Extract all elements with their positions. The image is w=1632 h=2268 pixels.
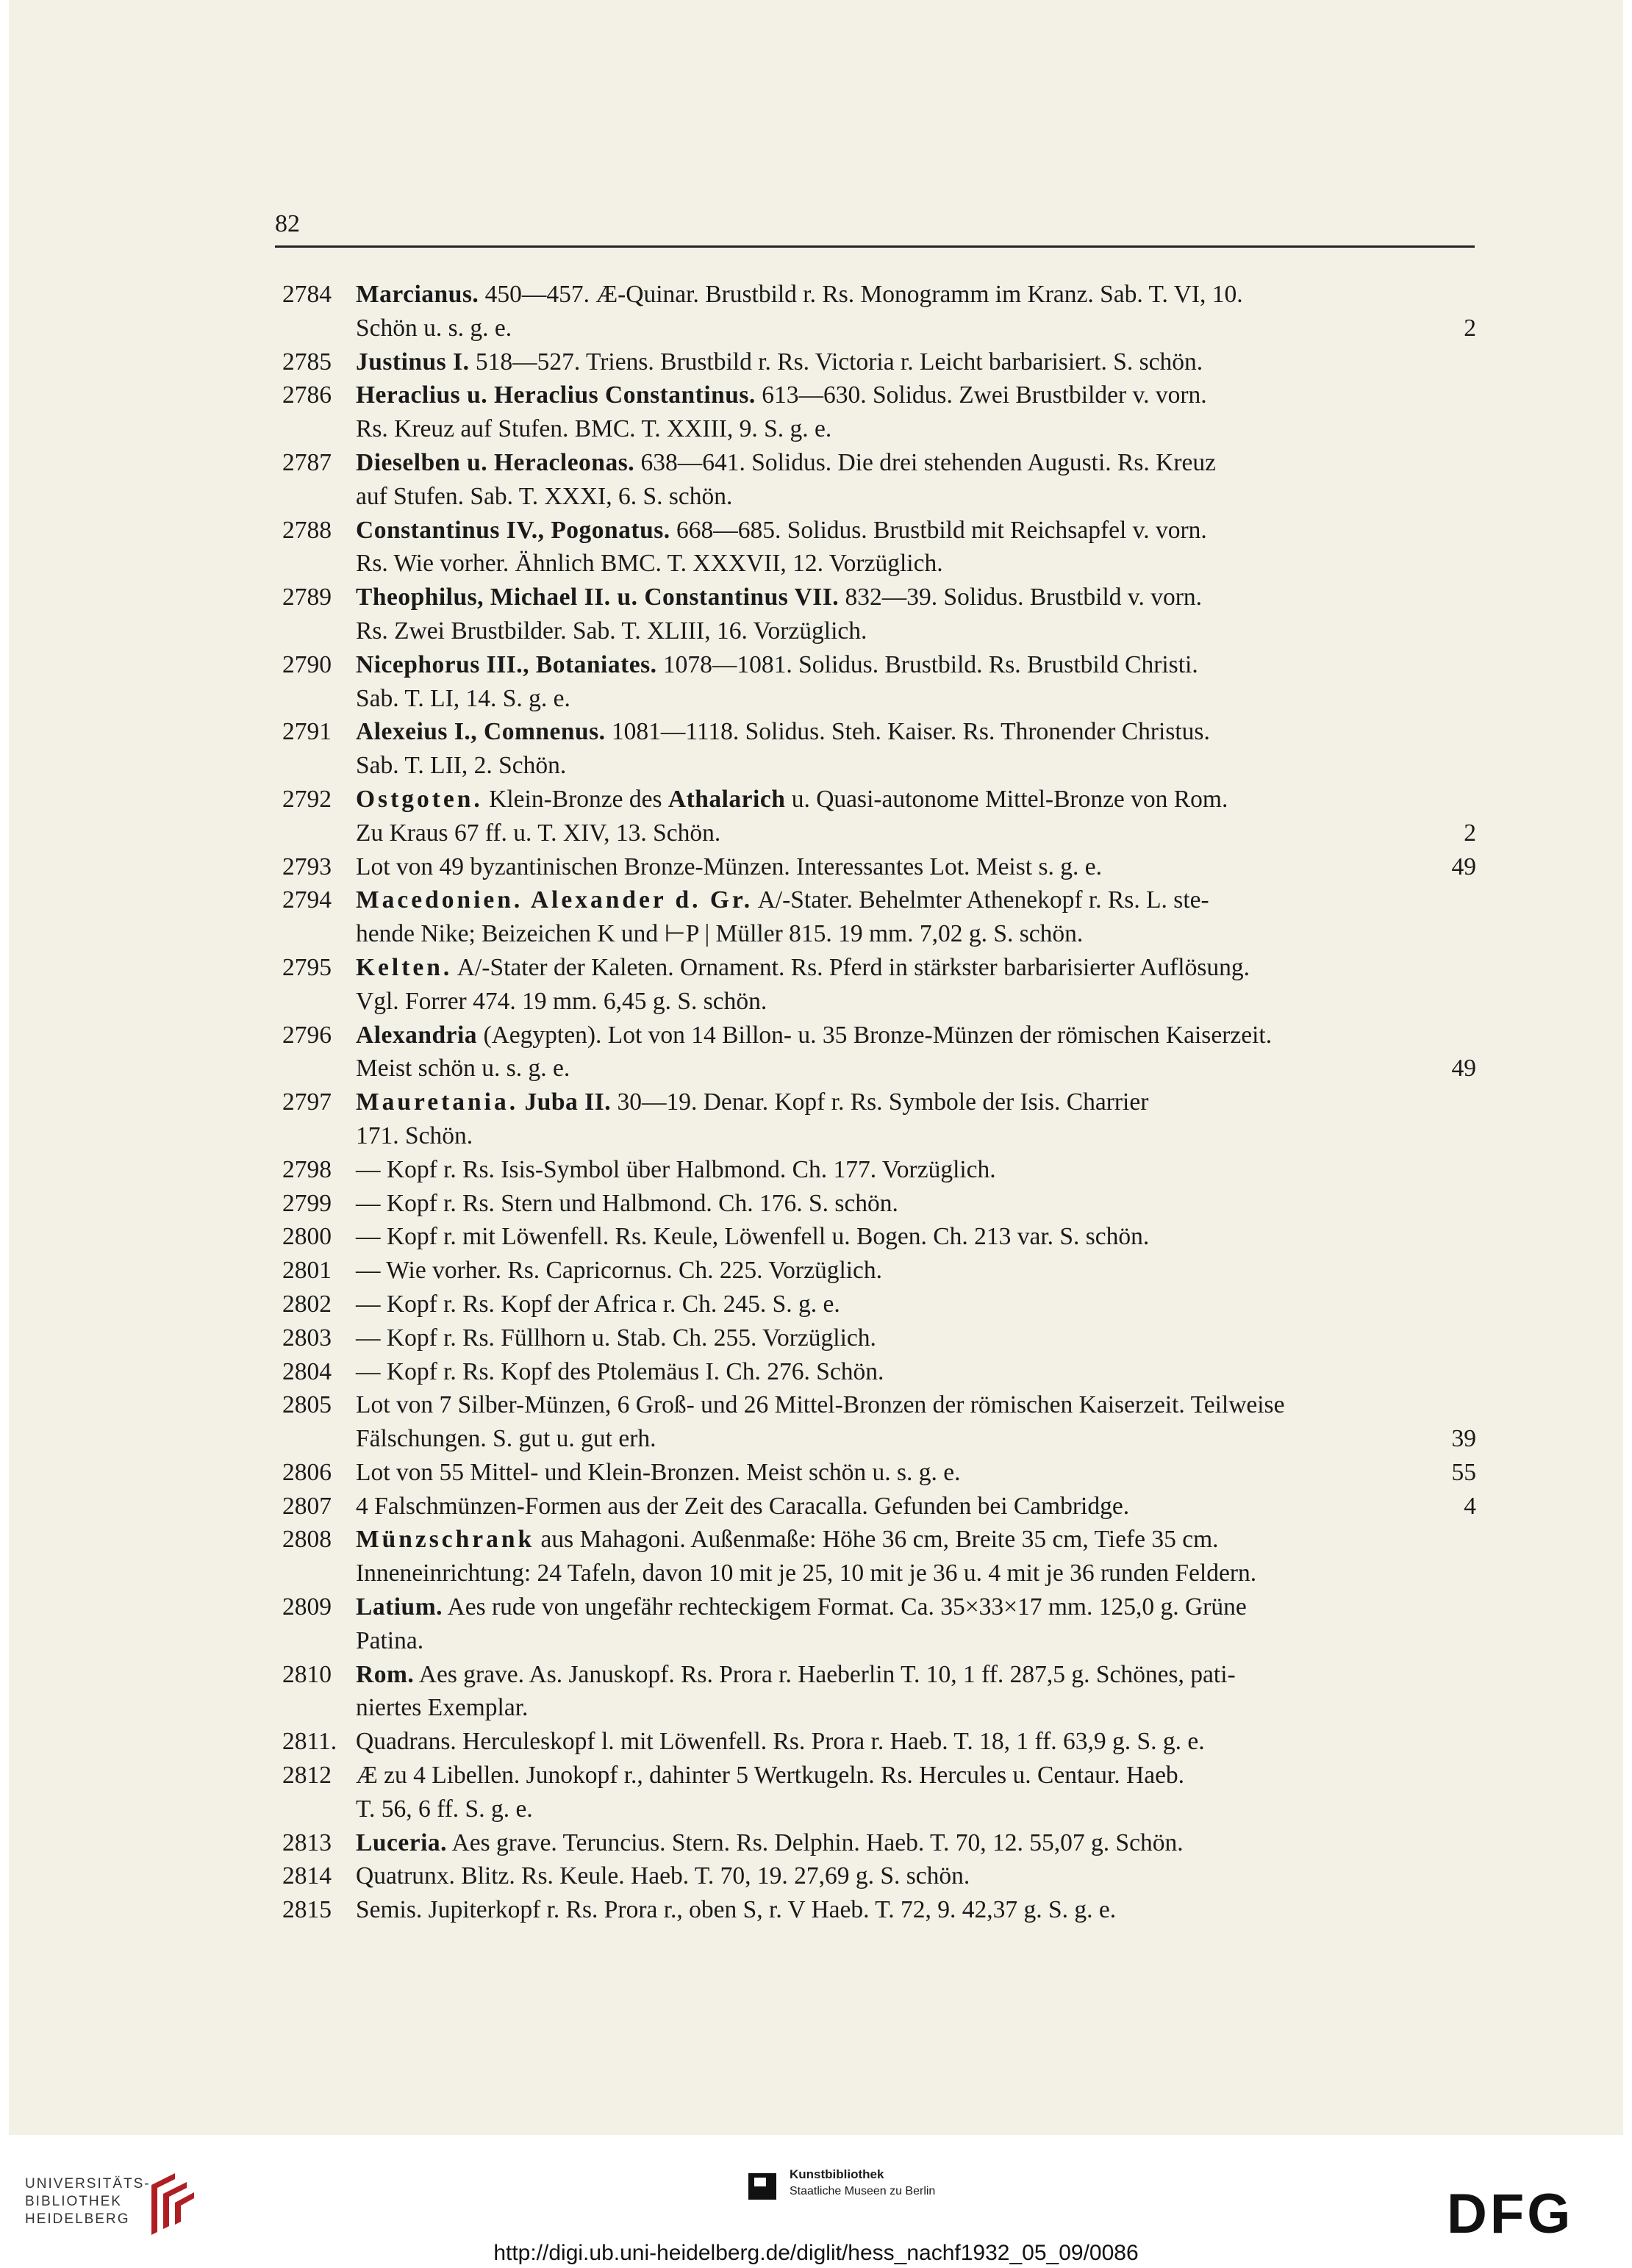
lot-description: (Aegypten). Lot von 14 Billon- u. 35 Bronze-Münzen der römischen Kaiserzeit.	[477, 1021, 1273, 1049]
catalog-entry	[275, 850, 1476, 884]
lot-heading: Theophilus, Michael II. u. Constantinus VII.	[356, 584, 840, 611]
lot-description: Fälschungen. S. gut u. gut erh.	[356, 1425, 656, 1453]
lot-description: Sab. T. LII, 2. Schön.	[356, 752, 567, 780]
catalog-entry	[275, 1321, 1476, 1355]
lot-description: u. Quasi-autonome Mittel-Bronze von Rom.	[785, 785, 1228, 813]
entry-line	[356, 951, 1476, 985]
entry-line	[356, 1859, 1476, 1893]
lot-number: 2800	[282, 1223, 332, 1251]
entry-line	[356, 1288, 1476, 1321]
page-number: 82	[275, 210, 300, 237]
lot-price: 4	[1464, 1492, 1476, 1520]
uni-line: UNIVERSITÄTS-	[25, 2176, 151, 2192]
catalog-entry	[275, 883, 1476, 951]
lot-description: hende Nike; Beizeichen K und ⊢P | Müller 815. 19 mm. 7,02 g. S. schön.	[356, 920, 1084, 948]
lot-description: Aes grave. Teruncius. Stern. Rs. Delphin. Haeb. T. 70, 12. 55,07 g. Schön.	[447, 1829, 1184, 1856]
catalog-entry	[275, 1590, 1476, 1658]
entry-line	[356, 1355, 1476, 1389]
lot-heading: Mauretania.	[356, 1088, 519, 1116]
entry-line	[356, 715, 1476, 749]
entry-line	[356, 345, 1476, 379]
lot-number: 2809	[282, 1593, 332, 1621]
lot-description: Zu Kraus 67 ff. u. T. XIV, 13. Schön.	[356, 819, 721, 847]
lot-description: Quadrans. Herculeskopf l. mit Löwenfell. Rs. Prora r. Haeb. T. 18, 1 ff. 63,9 g. S. g. e.	[356, 1728, 1205, 1756]
lot-description: Rs. Kreuz auf Stufen. BMC. T. XXIII, 9. S. g. e.	[356, 415, 832, 443]
lot-number: 2785	[282, 348, 332, 376]
lot-number: 2786	[282, 381, 332, 409]
university-logo-icon	[146, 2170, 197, 2238]
entry-line	[356, 917, 1476, 951]
lot-number: 2810	[282, 1660, 332, 1688]
lot-description: Lot von 49 byzantinischen Bronze-Münzen. Interessantes Lot. Meist s. g. e.	[356, 853, 1102, 880]
entry-line	[356, 1658, 1476, 1692]
catalog-entry	[275, 1725, 1476, 1759]
lot-description: niertes Exemplar.	[356, 1694, 529, 1722]
lot-description: — Kopf r. Rs. Kopf des Ptolemäus I. Ch. 276. Schön.	[356, 1357, 884, 1385]
lot-number: 2805	[282, 1391, 332, 1419]
lot-description: Rs. Wie vorher. Ähnlich BMC. T. XXXVII, 12. Vorzüglich.	[356, 550, 943, 578]
entry-line	[356, 480, 1476, 514]
lot-number: 2803	[282, 1324, 332, 1352]
lot-description: 171. Schön.	[356, 1122, 473, 1149]
lot-heading: Alexandria	[356, 1021, 478, 1049]
lot-description: 638—641. Solidus. Die drei stehenden Augusti. Rs. Kreuz	[634, 448, 1217, 476]
lot-number: 2806	[282, 1458, 332, 1486]
catalog-entry	[275, 1456, 1476, 1490]
kunstbibliothek-subtitle: Staatliche Museen zu Berlin	[790, 2185, 936, 2197]
lot-description: Aes rude von ungefähr rechteckigem Format. Ca. 35×33×17 mm. 125,0 g. Grüne	[442, 1593, 1247, 1621]
catalog-entry	[275, 1893, 1476, 1927]
university-library-label	[25, 2175, 151, 2228]
lot-description: T. 56, 6 ff. S. g. e.	[356, 1795, 533, 1823]
catalog-entry	[275, 1220, 1476, 1254]
catalog-entry	[275, 1759, 1476, 1826]
lot-heading: Juba II.	[524, 1088, 612, 1116]
catalog-entry	[275, 581, 1476, 648]
kunstbibliothek-title: Kunstbibliothek	[790, 2167, 884, 2181]
entry-line	[356, 1019, 1476, 1052]
lot-description: Aes grave. As. Januskopf. Rs. Prora r. Haeberlin T. 10, 1 ff. 287,5 g. Schönes, pati-	[414, 1660, 1236, 1688]
kunstbibliothek-icon	[748, 2173, 776, 2200]
lot-description: Vgl. Forrer 474. 19 mm. 6,45 g. S. schön.	[356, 987, 767, 1015]
lot-number: 2787	[282, 448, 332, 476]
lot-number: 2789	[282, 584, 332, 611]
lot-number: 2814	[282, 1862, 332, 1890]
lot-description: Schön u. s. g. e.	[356, 314, 512, 342]
footer	[0, 2135, 1632, 2268]
entry-line	[356, 1826, 1476, 1860]
lot-number: 2791	[282, 718, 332, 746]
lot-description: — Kopf r. Rs. Isis-Symbol über Halbmond. Ch. 177. Vorzüglich.	[356, 1155, 996, 1183]
entry-line	[356, 1321, 1476, 1355]
entry-line	[356, 581, 1476, 614]
lot-number: 2799	[282, 1189, 332, 1217]
lot-heading: Kelten.	[356, 953, 453, 981]
lot-number: 2813	[282, 1829, 332, 1856]
lot-number: 2808	[282, 1526, 332, 1554]
lot-description: 613—630. Solidus. Zwei Brustbilder v. vorn.	[755, 381, 1207, 409]
lot-price: 2	[1464, 314, 1476, 342]
catalog-entry	[275, 345, 1476, 379]
catalog-entry	[275, 1019, 1476, 1086]
entry-line	[356, 1187, 1476, 1221]
lot-heading: Macedonien. Alexander d. Gr.	[356, 886, 754, 914]
lot-description: A/-Stater der Kaleten. Ornament. Rs. Pferd in stärkster barbarisierter Auflösung.	[452, 953, 1250, 981]
catalog-entry	[275, 1254, 1476, 1288]
lot-heading: Marcianus.	[356, 281, 479, 308]
lot-description: 668—685. Solidus. Brustbild mit Reichsapfel v. vorn.	[670, 516, 1207, 544]
lot-description: 30—19. Denar. Kopf r. Rs. Symbole der Isis. Charrier	[611, 1088, 1149, 1116]
entry-line	[356, 1523, 1476, 1557]
entry-line	[356, 312, 1476, 345]
scanned-page	[9, 0, 1623, 2135]
catalog-entry	[275, 446, 1476, 514]
entry-line	[356, 783, 1476, 817]
entry-line	[356, 412, 1476, 446]
lot-heading: Heraclius u. Heraclius Constantinus.	[356, 381, 756, 409]
lot-description: Meist schön u. s. g. e.	[356, 1055, 570, 1083]
lot-number: 2784	[282, 281, 332, 308]
catalog-entry	[275, 951, 1476, 1019]
lot-price: 49	[1451, 853, 1476, 880]
lot-heading: Nicephorus III., Botaniates.	[356, 650, 657, 678]
lot-description: 1078—1081. Solidus. Brustbild. Rs. Brustbild Christi.	[656, 650, 1198, 678]
catalog-entry	[275, 1085, 1476, 1153]
entry-line	[356, 614, 1476, 648]
catalog-entry	[275, 648, 1476, 716]
lot-heading: Alexeius I., Comnenus.	[356, 718, 606, 746]
lot-description: Lot von 55 Mittel- und Klein-Bronzen. Meist schön u. s. g. e.	[356, 1458, 961, 1486]
entry-line	[356, 1792, 1476, 1826]
lot-description: 4 Falschmünzen-Formen aus der Zeit des Caracalla. Gefunden bei Cambridge.	[356, 1492, 1130, 1520]
dfg-logo: DFG	[1447, 2183, 1574, 2245]
lot-description: aus Mahagoni. Außenmaße: Höhe 36 cm, Breite 35 cm, Tiefe 35 cm.	[534, 1526, 1219, 1554]
lot-heading: Rom.	[356, 1660, 415, 1688]
entry-line	[356, 883, 1476, 917]
lot-number: 2798	[282, 1155, 332, 1183]
catalog-entry	[275, 1187, 1476, 1221]
catalog-entry	[275, 1288, 1476, 1321]
lot-heading: Latium.	[356, 1593, 443, 1621]
entry-line	[356, 547, 1476, 581]
lot-number: 2796	[282, 1021, 332, 1049]
lot-number: 2794	[282, 886, 332, 914]
entry-line	[356, 1759, 1476, 1792]
lot-number: 2815	[282, 1896, 332, 1924]
lot-heading: Münzschrank	[356, 1526, 535, 1554]
lot-number: 2811.	[282, 1728, 337, 1756]
lot-price: 2	[1464, 819, 1476, 847]
lot-description: — Kopf r. mit Löwenfell. Rs. Keule, Löwenfell u. Bogen. Ch. 213 var. S. schön.	[356, 1223, 1150, 1251]
lot-heading: Luceria.	[356, 1829, 448, 1856]
lot-description: Quatrunx. Blitz. Rs. Keule. Haeb. T. 70, 19. 27,69 g. S. schön.	[356, 1862, 970, 1890]
entry-line	[356, 850, 1476, 884]
lot-description: — Wie vorher. Rs. Capricornus. Ch. 225. Vorzüglich.	[356, 1257, 883, 1285]
lot-description: A/-Stater. Behelmter Athenekopf r. Rs. L. ste-	[753, 886, 1209, 914]
entry-line	[356, 648, 1476, 682]
catalog-entry	[275, 514, 1476, 581]
lot-number: 2807	[282, 1492, 332, 1520]
lot-description: Patina.	[356, 1626, 424, 1654]
lot-description: Rs. Zwei Brustbilder. Sab. T. XLIII, 16. Vorzüglich.	[356, 617, 867, 645]
entry-line	[356, 1220, 1476, 1254]
lot-price: 55	[1451, 1458, 1476, 1486]
catalog-entry	[275, 1388, 1476, 1456]
entry-line	[356, 1052, 1476, 1085]
lot-heading: Dieselben u. Heracleonas.	[356, 448, 635, 476]
lot-number: 2793	[282, 853, 332, 880]
lot-description: Sab. T. LI, 14. S. g. e.	[356, 684, 570, 712]
lot-number: 2792	[282, 785, 332, 813]
entry-line	[356, 985, 1476, 1019]
lot-number: 2788	[282, 516, 332, 544]
lot-number: 2790	[282, 650, 332, 678]
entry-line	[356, 1590, 1476, 1624]
catalog-entry	[275, 715, 1476, 783]
entry-line	[356, 514, 1476, 548]
catalog-entry	[275, 1859, 1476, 1893]
uni-line: HEIDELBERG	[25, 2211, 130, 2227]
catalog-entry	[275, 1826, 1476, 1860]
catalog-entry	[275, 378, 1476, 446]
lot-price: 39	[1451, 1425, 1476, 1453]
catalog-entry	[275, 783, 1476, 850]
lot-description: 1081—1118. Solidus. Steh. Kaiser. Rs. Thronender Christus.	[605, 718, 1210, 746]
entry-line	[356, 1490, 1476, 1524]
entry-line	[356, 378, 1476, 412]
catalog-entry	[275, 278, 1476, 345]
entry-line	[356, 1422, 1476, 1456]
lot-number: 2801	[282, 1257, 332, 1285]
lot-description: — Kopf r. Rs. Stern und Halbmond. Ch. 176. S. schön.	[356, 1189, 898, 1217]
lot-price: 49	[1451, 1055, 1476, 1083]
lot-number: 2812	[282, 1762, 332, 1790]
entry-line	[356, 1119, 1476, 1153]
catalog-entry	[275, 1658, 1476, 1726]
lot-number: 2804	[282, 1357, 332, 1385]
lot-description: 450—457. Æ-Quinar. Brustbild r. Rs. Monogramm im Kranz. Sab. T. VI, 10.	[479, 281, 1243, 308]
entry-line	[356, 278, 1476, 312]
header-rule	[275, 245, 1475, 248]
entry-line	[356, 1085, 1476, 1119]
lot-heading: Athalarich	[668, 785, 786, 813]
entry-line	[356, 1624, 1476, 1658]
entry-line	[356, 682, 1476, 716]
lot-description: auf Stufen. Sab. T. XXXI, 6. S. schön.	[356, 482, 733, 510]
catalog-entries	[275, 278, 1476, 1927]
lot-description: 832—39. Solidus. Brustbild v. vorn.	[839, 584, 1203, 611]
lot-description: Semis. Jupiterkopf r. Rs. Prora r., oben S, r. V Haeb. T. 72, 9. 42,37 g. S. g. e.	[356, 1896, 1117, 1924]
catalog-entry	[275, 1355, 1476, 1389]
entry-line	[356, 1893, 1476, 1927]
entry-line	[356, 1557, 1476, 1590]
catalog-entry	[275, 1153, 1476, 1187]
uni-line: BIBLIOTHEK	[25, 2194, 122, 2209]
lot-description: Klein-Bronze des	[482, 785, 668, 813]
entry-line	[356, 749, 1476, 783]
lot-description: — Kopf r. Rs. Füllhorn u. Stab. Ch. 255. Vorzüglich.	[356, 1324, 876, 1352]
lot-number: 2802	[282, 1290, 332, 1318]
lot-heading: Constantinus IV., Pogonatus.	[356, 516, 670, 544]
lot-heading: Ostgoten.	[356, 785, 483, 813]
lot-description: 518—527. Triens. Brustbild r. Rs. Victoria r. Leicht barbarisiert. S. schön.	[469, 348, 1203, 376]
entry-line	[356, 817, 1476, 850]
lot-description: Lot von 7 Silber-Münzen, 6 Groß- und 26 Mittel-Bronzen der römischen Kaiserzeit. Teilweise	[356, 1391, 1285, 1419]
lot-description: Æ zu 4 Libellen. Junokopf r., dahinter 5 Wertkugeln. Rs. Hercules u. Centaur. Haeb.	[356, 1762, 1185, 1790]
lot-number: 2795	[282, 953, 332, 981]
catalog-entry	[275, 1490, 1476, 1524]
source-url[interactable]: http://digi.ub.uni-heidelberg.de/diglit/hess_nachf1932_05_09/0086	[493, 2241, 1139, 2265]
entry-line	[356, 1254, 1476, 1288]
lot-description: — Kopf r. Rs. Kopf der Africa r. Ch. 245. S. g. e.	[356, 1290, 840, 1318]
catalog-entry	[275, 1523, 1476, 1590]
lot-heading: Justinus I.	[356, 348, 470, 376]
entry-line	[356, 446, 1476, 480]
entry-line	[356, 1725, 1476, 1759]
lot-description: Inneneinrichtung: 24 Tafeln, davon 10 mit je 25, 10 mit je 36 u. 4 mit je 36 runden Feldern.	[356, 1560, 1257, 1587]
entry-line	[356, 1153, 1476, 1187]
entry-line	[356, 1456, 1476, 1490]
entry-line	[356, 1691, 1476, 1725]
entry-line	[356, 1388, 1476, 1422]
lot-number: 2797	[282, 1088, 332, 1116]
